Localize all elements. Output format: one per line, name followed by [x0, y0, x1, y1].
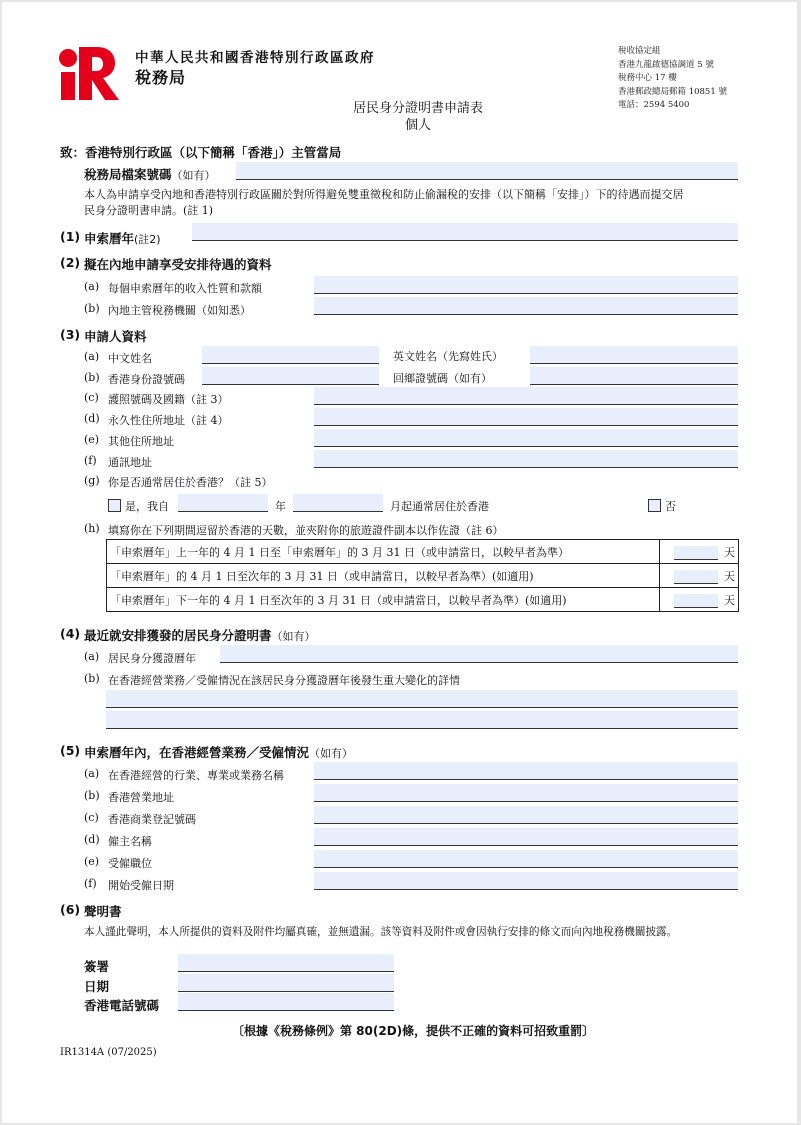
section-6-title: 聲明書	[84, 904, 122, 919]
item-key: (d)	[84, 412, 100, 425]
change-details-field-1[interactable]	[106, 690, 738, 708]
hkid-label: 香港身份證號碼	[108, 373, 185, 386]
item-key: (e)	[84, 433, 100, 446]
br-number-label: 香港商業登記號碼	[108, 813, 196, 826]
section-2-num: (2)	[60, 255, 81, 270]
change-details-label: 在香港經營業務／受僱情況在該居民身分獲證曆年後發生重大變化的詳情	[108, 674, 460, 687]
period-3-days-cell	[660, 588, 739, 612]
section-5-title: 申索曆年內，在香港經營業務／受僱情況（如有）	[84, 745, 354, 760]
resident-since-label: 月起通常居住於香港	[390, 500, 489, 513]
mainland-authority-label: 內地主管稅務機關（如知悉）	[108, 304, 251, 317]
item-key: (a)	[84, 767, 100, 780]
form-page	[2, 2, 797, 1123]
section-5-num: (5)	[60, 743, 81, 758]
mainland-authority-field[interactable]	[314, 297, 738, 315]
claim-year-field[interactable]	[192, 223, 738, 241]
item-key: (b)	[84, 789, 100, 802]
correspondence-address-field[interactable]	[314, 450, 738, 468]
item-key: (c)	[84, 391, 99, 404]
item-key: (a)	[84, 350, 100, 363]
business-address-field[interactable]	[314, 784, 738, 802]
income-nature-label: 每個申索曆年的收入性質和款額	[108, 282, 262, 295]
english-name-label: 英文姓名（先寫姓氏）	[393, 350, 503, 363]
period-2-label: 「申索曆年」的 4 月 1 日至次年的 3 月 31 日（或申請當日，以較早者為準）(如適用)	[107, 564, 660, 588]
passport-field[interactable]	[314, 387, 738, 405]
form-code: IR1314A (07/2025)	[60, 1047, 157, 1058]
form-title: 居民身分證明書申請表	[352, 101, 483, 116]
declaration-text: 本人謹此聲明，本人所提供的資料及附件均屬真確，並無遺漏。該等資料及附件或會因執行安排的條文而向內地稅務機關披露。	[84, 926, 678, 938]
intro-text: 本人為申請享受內地和香港特別行政區關於對所得避免雙重徵稅和防止偷漏稅的安排（以下簡稱「安排」）下的待遇而提交居 民身分證明書申請。(註 1)	[84, 188, 684, 217]
signature-label: 簽署	[84, 959, 110, 974]
days-unit: 天	[724, 593, 735, 607]
business-name-label: 在香港經營的行業、專業或業務名稱	[108, 769, 284, 782]
period-1-days-cell	[660, 540, 739, 564]
certified-year-label: 居民身分獲證曆年	[108, 652, 196, 665]
english-name-field[interactable]	[530, 346, 738, 364]
table-row	[107, 564, 739, 588]
period-3-days-field[interactable]	[674, 594, 718, 608]
days-instruction: 填寫你在下列期間逗留於香港的天數，並夾附你的旅遊證件副本以作佐證（註 6）	[108, 524, 504, 537]
other-address-label: 其他住所地址	[108, 435, 174, 448]
hkid-field[interactable]	[202, 367, 379, 385]
other-address-field[interactable]	[314, 429, 738, 447]
recipient: 致：香港特別行政區（以下簡稱「香港」）主管當局	[60, 145, 342, 160]
item-key: (b)	[84, 672, 100, 685]
resident-since-month-field[interactable]	[293, 494, 383, 512]
resident-no-checkbox[interactable]	[648, 499, 661, 512]
income-nature-field[interactable]	[314, 276, 738, 294]
period-1-days-field[interactable]	[674, 546, 718, 560]
period-2-days-cell	[660, 564, 739, 588]
resident-yes-label: 是，我自	[125, 500, 169, 513]
item-key: (d)	[84, 833, 100, 846]
section-2-title: 擬在內地申請享受安排待遇的資料	[84, 257, 272, 272]
chinese-name-label: 中文姓名	[108, 352, 152, 365]
item-key: (e)	[84, 855, 100, 868]
item-key: (c)	[84, 811, 99, 824]
file-no-field[interactable]	[236, 162, 738, 180]
employment-start-field[interactable]	[314, 872, 738, 890]
section-4-title: 最近就安排獲發的居民身分證明書（如有）	[84, 628, 316, 643]
dept-name: 稅務局	[135, 68, 187, 87]
signature-field[interactable]	[178, 954, 394, 972]
employment-start-label: 開始受僱日期	[108, 879, 174, 892]
passport-label: 護照號碼及國籍（註 3）	[108, 393, 229, 406]
business-address-label: 香港營業地址	[108, 791, 174, 804]
item-key: (a)	[84, 650, 100, 663]
days-unit: 天	[724, 569, 735, 583]
section-3-title: 申請人資料	[84, 329, 147, 344]
phone-field[interactable]	[178, 993, 394, 1011]
period-1-label: 「申索曆年」上一年的 4 月 1 日至「申索曆年」的 3 月 31 日（或申請當日，以較早者為準）	[107, 540, 660, 564]
section-3-num: (3)	[60, 327, 81, 342]
permanent-address-label: 永久性住所地址（註 4）	[108, 414, 229, 427]
form-subtitle: 個人	[404, 118, 431, 133]
section-1-num: (1)	[60, 229, 81, 244]
item-key: (a)	[84, 280, 100, 293]
position-label: 受僱職位	[108, 857, 152, 870]
office-address: 稅收協定組 香港九龍啟德協調道 5 號 稅務中心 17 樓 香港郵政總局郵箱 10851 號 電話：2594 5400	[618, 46, 727, 110]
resident-yes-checkbox[interactable]	[108, 499, 121, 512]
item-key: (g)	[84, 474, 100, 487]
year-label: 年	[275, 500, 286, 513]
resident-no-label: 否	[665, 500, 676, 513]
date-label: 日期	[84, 979, 110, 994]
phone-label: 香港電話號碼	[84, 998, 160, 1013]
table-row	[107, 588, 739, 612]
date-field[interactable]	[178, 974, 394, 992]
section-1-title: 申索曆年(註2)	[84, 231, 161, 246]
item-key: (f)	[84, 877, 97, 890]
section-4-num: (4)	[60, 626, 81, 641]
employer-name-label: 僱主名稱	[108, 835, 152, 848]
days-in-hk-table	[106, 539, 739, 612]
ird-logo-icon	[57, 43, 121, 101]
ordinarily-resident-question: 你是否通常居住於香港？（註 5）	[108, 476, 273, 489]
item-key: (h)	[84, 522, 100, 535]
file-no-label: 稅務局檔案號碼（如有）	[84, 167, 216, 182]
penalty-notice: 〔根據《稅務條例》第 80(2D)條，提供不正確的資料可招致重罰〕	[232, 1024, 595, 1038]
correspondence-address-label: 通訊地址	[108, 456, 152, 469]
section-6-num: (6)	[60, 902, 81, 917]
item-key: (f)	[84, 454, 97, 467]
period-2-days-field[interactable]	[674, 570, 718, 584]
table-row	[107, 540, 739, 564]
br-number-field[interactable]	[314, 806, 738, 824]
employer-name-field[interactable]	[314, 828, 738, 846]
gov-name: 中華人民共和國香港特別行政區政府	[135, 50, 375, 66]
days-unit: 天	[724, 545, 735, 559]
item-key: (b)	[84, 371, 100, 384]
home-return-permit-label: 回鄉證號碼（如有）	[393, 372, 492, 385]
certified-year-field[interactable]	[220, 645, 738, 663]
position-field[interactable]	[314, 850, 738, 868]
permanent-address-field[interactable]	[314, 408, 738, 426]
item-key: (b)	[84, 302, 100, 315]
home-return-permit-field[interactable]	[530, 367, 738, 385]
resident-since-year-field[interactable]	[178, 494, 268, 512]
chinese-name-field[interactable]	[202, 346, 379, 364]
business-name-field[interactable]	[314, 762, 738, 780]
period-3-label: 「申索曆年」下一年的 4 月 1 日至次年的 3 月 31 日（或申請當日，以較早者為準）(如適用)	[107, 588, 660, 612]
change-details-field-2[interactable]	[106, 711, 738, 729]
